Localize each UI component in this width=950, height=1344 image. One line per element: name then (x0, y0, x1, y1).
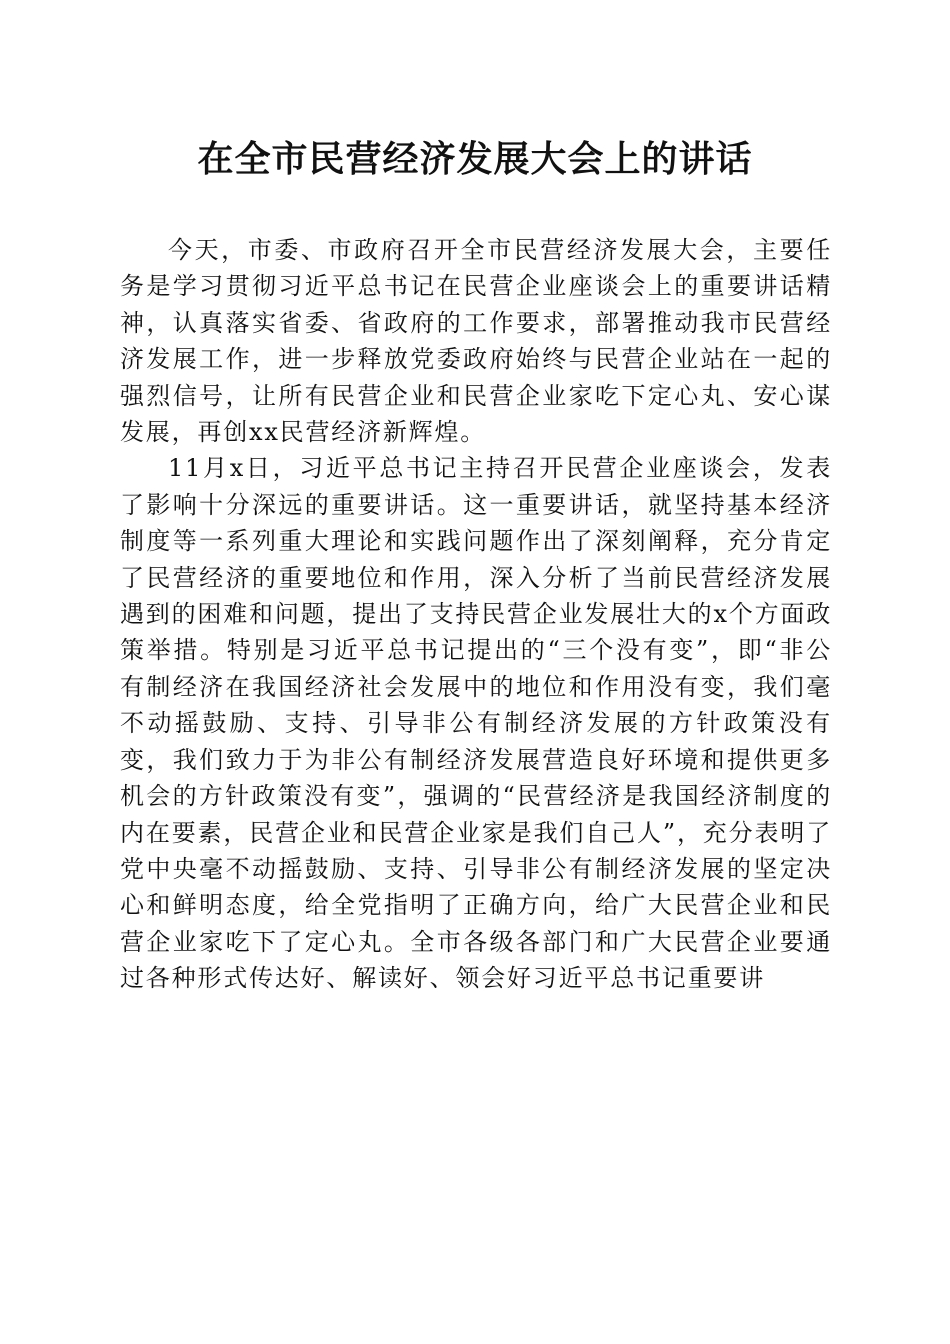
document-title: 在全市民营经济发展大会上的讲话 (197, 138, 753, 180)
paragraph-symposium: 11月x日，习近平总书记主持召开民营企业座谈会，发表了影响十分深远的重要讲话。这一重要讲话，就坚持基本经济制度等一系列重大理论和实践问题作出了深刻阐释，充分肯定了民营经济的重要地位和作用，深入分析了当前民营经济发展遇到的困难和问题，提出了支持民营企业发展壮大的x个方面政策举措。特别是习近平总书记提出的“三个没有变”，即“非公有制经济在我国经济社会发展中的地位和作用没有变，我们毫不动摇鼓励、支持、引导非公有制经济发展的方针政策没有变，我们致力于为非公有制经济发展营造良好环境和提供更多机会的方针政策没有变”，强调的“民营经济是我国经济制度的内在要素，民营企业和民营企业家是我们自己人”，充分表明了党中央毫不动摇鼓励、支持、引导非公有制经济发展的坚定决心和鲜明态度，给全党指明了正确方向，给广大民营企业和民营企业家吃下了定心丸。全市各级各部门和广大民营企业要通过各种形式传达好、解读好、领会好习近平总书记重要讲 (120, 454, 832, 993)
paragraph-opening: 今天，市委、市政府召开全市民营经济发展大会，主要任务是学习贯彻习近平总书记在民营企业座谈会上的重要讲话精神，认真落实省委、省政府的工作要求，部署推动我市民营经济发展工作，进一步释放党委政府始终与民营企业站在一起的强烈信号，让所有民营企业和民营企业家吃下定心丸、安心谋发展，再创xx民营经济新辉煌。 (120, 236, 832, 447)
document-body (120, 232, 832, 997)
